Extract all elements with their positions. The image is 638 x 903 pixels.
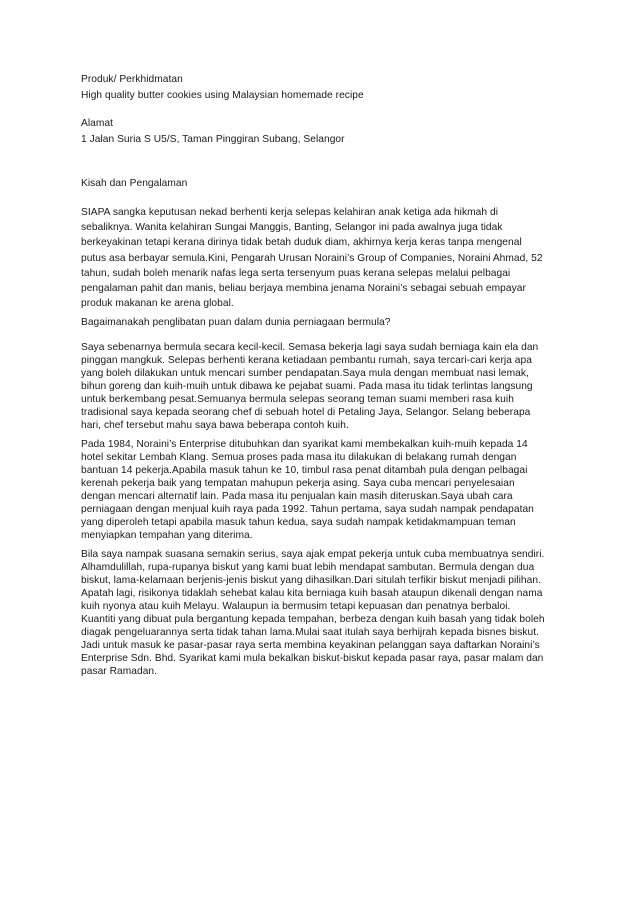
- interview-question: Bagaimanakah penglibatan puan dalam dunia perniagaan bermula?: [81, 317, 391, 328]
- paragraph-line: Apatah lagi, risikonya tidaklah sehebat kalau kita berniaga kuih basah ataupun dikenali dengan nama: [81, 588, 543, 599]
- answer-paragraph-2: [81, 438, 534, 542]
- paragraph-line: hotel sekitar Lembah Klang. Semua proses pada masa itu dilakukan di belakang rumah dengan: [81, 452, 517, 463]
- paragraph-line: Alhamdulillah, rupa-rupanya biskut yang kami buat lebih mendapat sambutan. Bermula dengan dua: [81, 562, 535, 573]
- answer-paragraph-1: [81, 341, 538, 432]
- paragraph-line: pasar Ramadan.: [81, 666, 158, 677]
- story-line: SIAPA sangka keputusan nekad berhenti kerja selepas kelahiran anak ketiga ada hikmah di: [81, 207, 499, 218]
- story-line: berkeyakinan tetapi kerana dirinya tidak betah duduk diam, akhirnya kerja keras tanpa mengenal: [81, 237, 522, 249]
- paragraph-line: bihun goreng dan kuih-muih untuk dibawa ke pejabat suami. Pada masa itu tidak terlintas langsung: [81, 381, 533, 392]
- paragraph-line: Jadi untuk masuk ke pasar-pasar raya serta membina keyakinan pelanggan saya daftarkan Noraini’s: [81, 640, 540, 651]
- paragraph-line: tradisional saya kepada seorang chef di sebuah hotel di Petaling Jaya, Selangor. Selang beberapa: [81, 407, 531, 418]
- address-label: Alamat: [81, 118, 114, 129]
- story-line: pengalaman pahit dan manis, beliau berjaya membina jenama Noraini’s sebagai sebuah empayar: [81, 283, 526, 295]
- story-line: putus asa berbayar semula.Kini, Pengarah Urusan Noraini’s Group of Companies, Noraini Ahmad, 52: [81, 252, 543, 264]
- answer-paragraph-3: [81, 548, 545, 678]
- address-section: [81, 116, 345, 148]
- paragraph-line: yang boleh dilakukan untuk mencari sumber pendapatan.Saya mula dengan membuat nasi lemak,: [81, 368, 529, 379]
- paragraph-line: diagak pengeluarannya serta tidak tahan lama.Mulai saat itulah saya berhijrah kepada bisnes biskut.: [81, 627, 540, 638]
- story-line: sebaliknya. Wanita kelahiran Sungai Manggis, Banting, Selangor ini pada awalnya juga tidak: [81, 222, 503, 234]
- paragraph-line: Pada 1984, Noraini’s Enterprise ditubuhkan dan syarikat kami membekalkan kuih-muih kepada 14: [81, 439, 528, 450]
- story-heading: Kisah dan Pengalaman: [81, 178, 188, 189]
- paragraph-line: Kuantiti yang dibuat pula bergantung kepada tempahan, berbeza dengan kuih basah yang tidak boleh: [81, 614, 545, 625]
- paragraph-line: kerenah pekerja baik yang tempatan mahupun pekerja asing. Saya cuba mencari penyelesaian: [81, 478, 515, 489]
- paragraph-line: bantuan 14 pekerja.Apabila masuk tahun ke 10, timbul rasa penat ditambah pula dengan pelbagai: [81, 465, 528, 476]
- paragraph-line: Saya sebenarnya bermula secara kecil-kecil. Semasa bekerja lagi saya sudah berniaga kain ela dan: [81, 342, 539, 353]
- paragraph-line: hari, chef tersebut mahu saya bawa beberapa contoh kuih.: [81, 420, 349, 431]
- paragraph-line: pinggan mangkuk. Selepas berhenti kerana ketiadaan pembantu rumah, saya tercari-cari kerja apa: [81, 355, 532, 366]
- story-line: produk makanan ke arena global.: [81, 298, 234, 310]
- story-intro: [81, 205, 543, 311]
- paragraph-line: kuih nyonya atau kuih Melayu. Walaupun ia bermusim tetapi kepuasan dan penatnya berbaloi.: [81, 601, 511, 612]
- product-section: [81, 72, 364, 104]
- story-line: tahun, sudah boleh menarik nafas lega serta tersenyum puas kerana selepas melalui pelbagai: [81, 267, 511, 279]
- product-value: High quality butter cookies using Malaysian homemade recipe: [81, 90, 364, 101]
- paragraph-line: menyiapkan tempahan yang diterima.: [81, 530, 253, 541]
- paragraph-line: Enterprise Sdn. Bhd. Syarikat kami mula bekalkan biskut-biskut kepada pasar raya, pasar malam dan: [81, 653, 544, 664]
- address-value: 1 Jalan Suria S U5/S, Taman Pinggiran Subang, Selangor: [81, 134, 345, 145]
- paragraph-line: perniagaan dengan menjual kuih raya pada 1992. Tahun pertama, saya sudah nampak pendapatan: [81, 504, 534, 515]
- paragraph-line: biskut, lama-kelamaan berjenis-jenis biskut yang dihasilkan.Dari situlah terfikir biskut menjadi pilihan.: [81, 575, 541, 586]
- paragraph-line: untuk berkembang pesat.Semuanya bermula selepas seorang teman suami memberi rasa kuih: [81, 394, 514, 405]
- product-label: Produk/ Perkhidmatan: [81, 74, 183, 85]
- paragraph-line: Bila saya nampak suasana semakin serius, saya ajak empat pekerja untuk cuba membuatnya sendiri.: [81, 549, 545, 560]
- paragraph-line: yang diperoleh tetapi apabila masuk tahun kedua, saya sudah nampak ketidakmampuan teman: [81, 517, 516, 528]
- paragraph-line: dengan mencari alternatif lain. Pada masa itu penjualan kain masih diteruskan.Saya ubah cara: [81, 491, 513, 502]
